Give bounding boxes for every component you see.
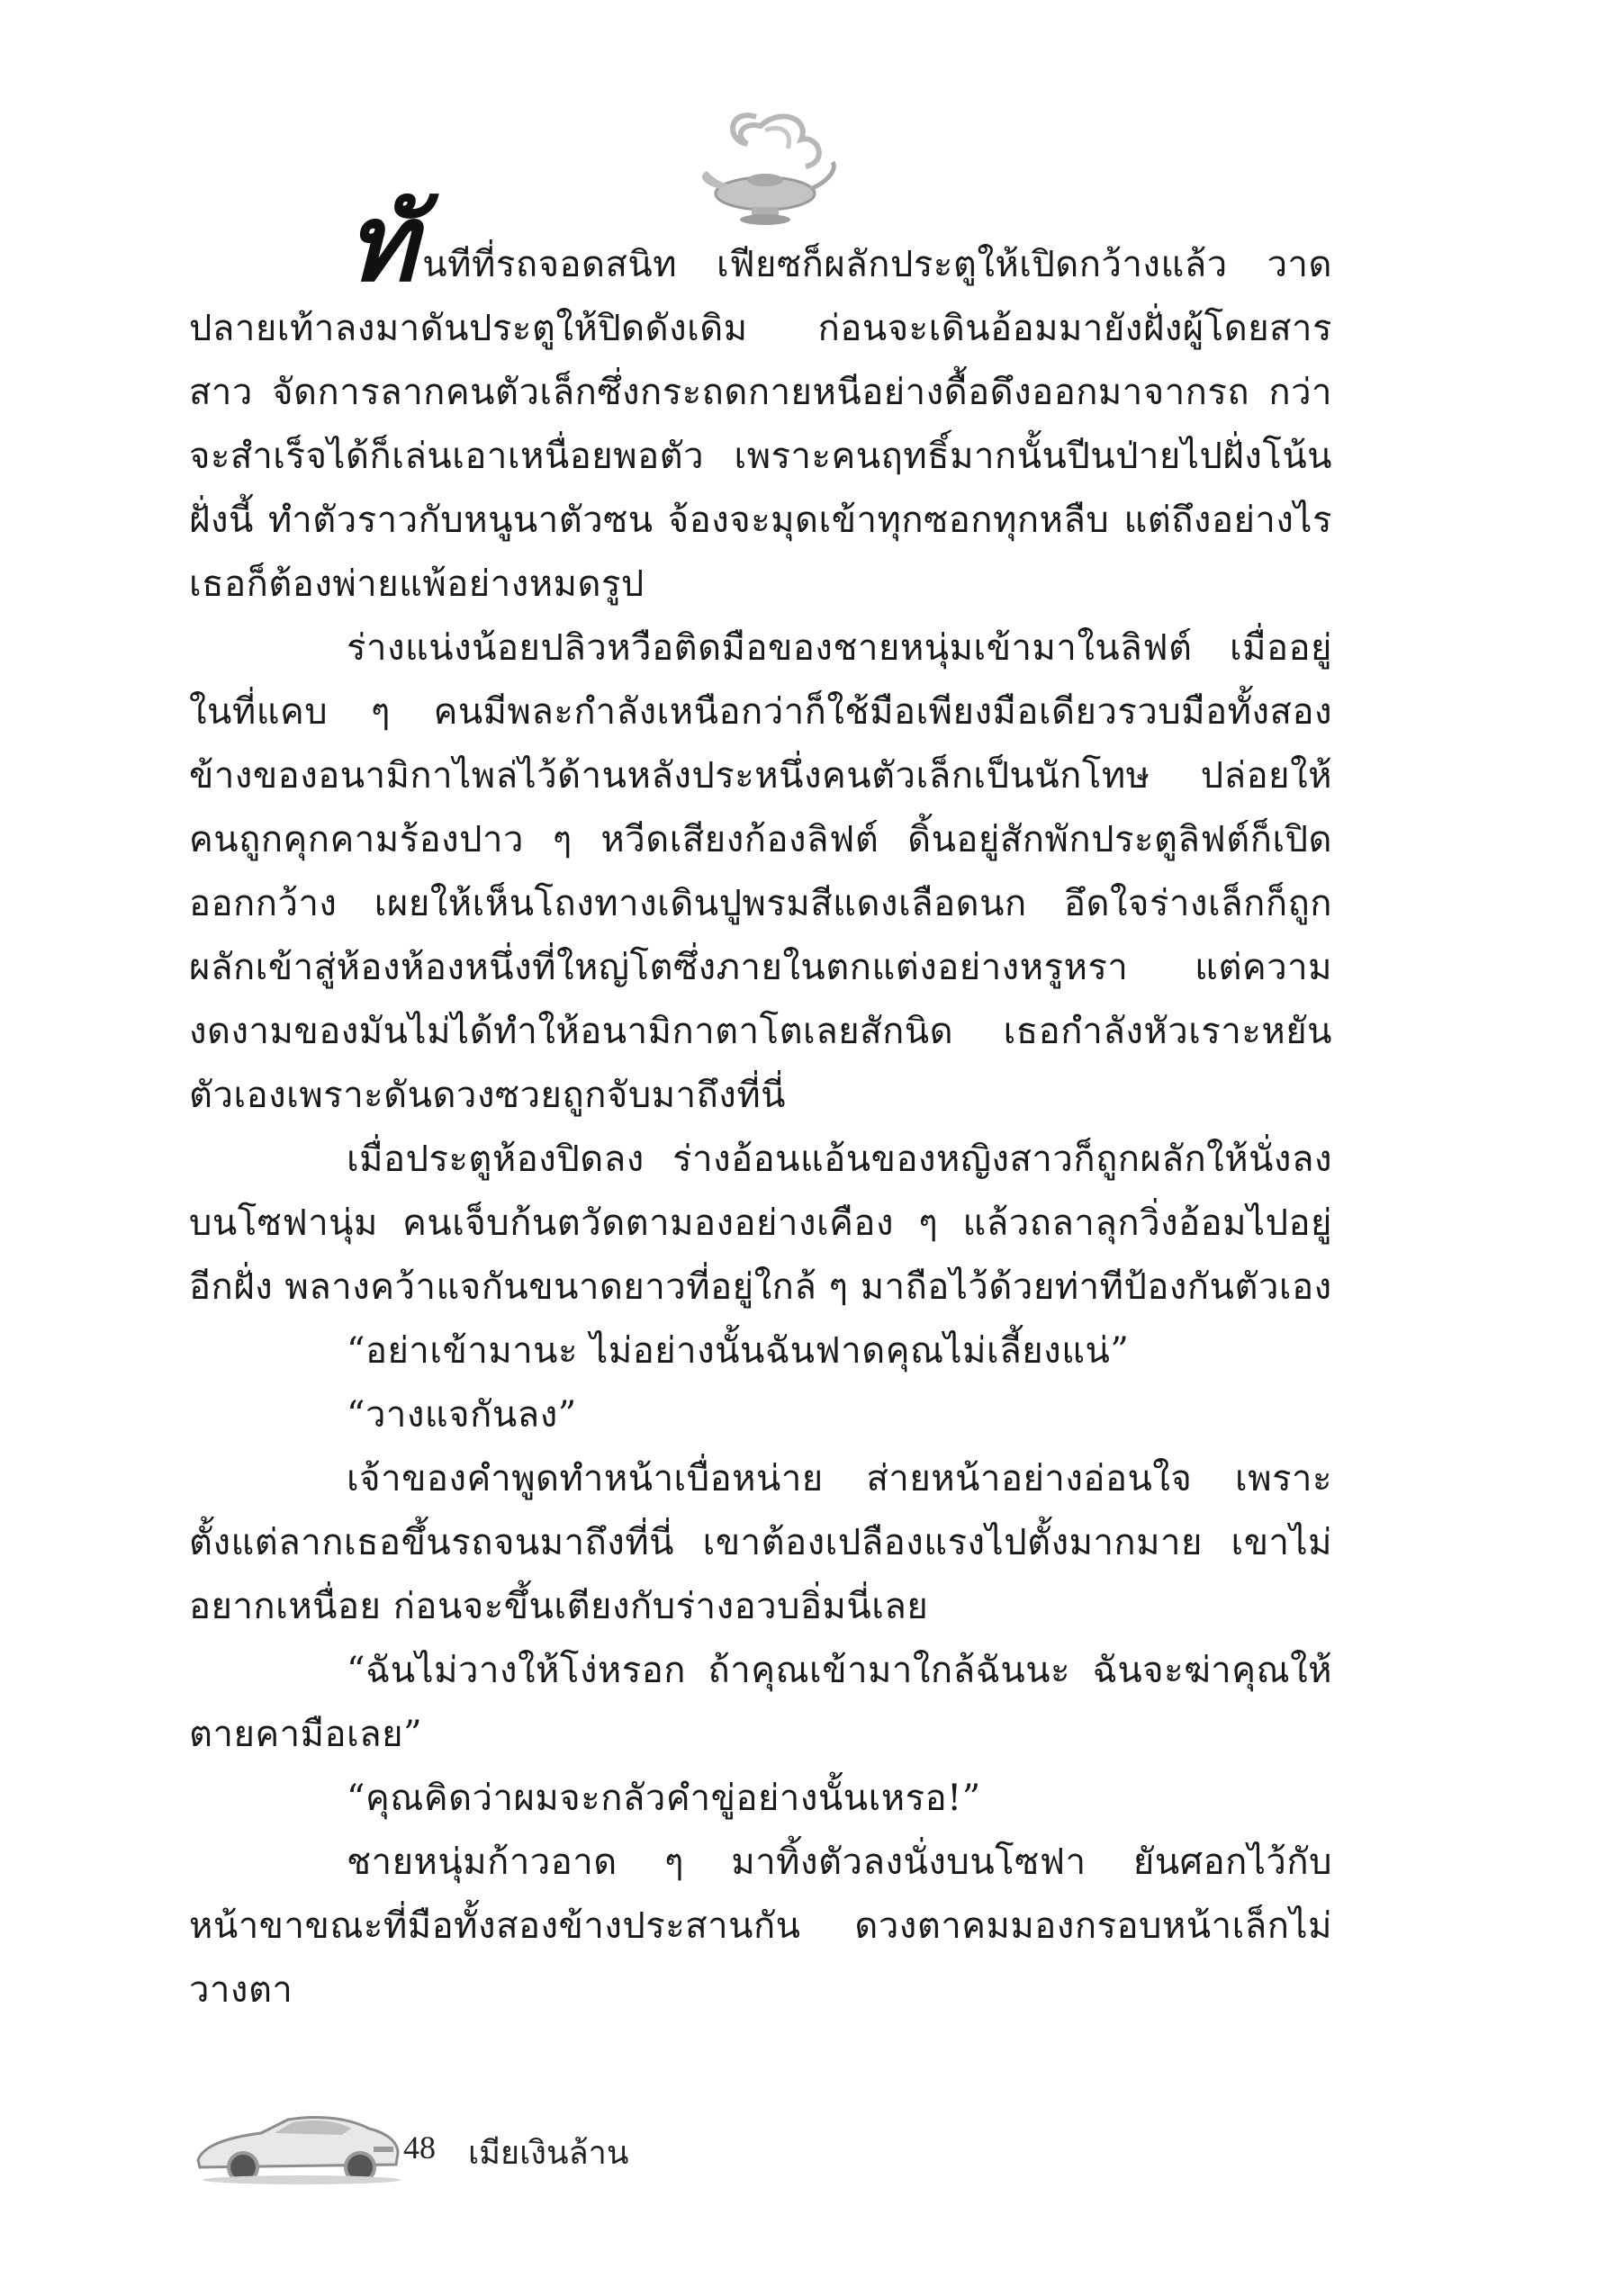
paragraph-3: เมื่อประตูห้องปิดลง ร่างอ้อนแอ้นของหญิงสาวก็ถูกผลักให้นั่งลงบนโซฟานุ่ม คนเจ็บก้นตวัดตามองอย่างเคือง ๆ แล้วถลาลุกวิ่งอ้อมไปอยู่อีกฝั่ง พลางคว้าแจกันขนาดยาวที่อยู่ใกล้ ๆ มาถือไว้ด้วยท่าทีป้องกันตัวเอง bbox=[189, 1139, 1332, 1308]
chapter-body bbox=[189, 180, 1332, 2022]
book-title: เมียเงินล้าน bbox=[468, 2135, 629, 2172]
dialogue-3: “ฉันไม่วางให้โง่หรอก ถ้าคุณเข้ามาใกล้ฉันนะ ฉันจะฆ่าคุณให้ตายคามือเลย” bbox=[189, 1650, 1332, 1755]
paragraph-2: ร่างแน่งน้อยปลิวหวือติดมือของชายหนุ่มเข้ามาในลิฟต์ เมื่ออยู่ในที่แคบ ๆ คนมีพละกำลังเหนือกว่าก็ใช้มือเพียงมือเดียวรวบมือทั้งสองข้างของอนามิกาไพล่ไว้ด้านหลังประหนึ่งคนตัวเล็กเป็นนักโทษ ปล่อยให้คนถูกคุกคามร้องปาว ๆ หวีดเสียงก้องลิฟต์ ดิ้นอยู่สักพักประตูลิฟต์ก็เปิดออกกว้าง เผยให้เห็นโถงทางเดินปูพรมสีแดงเลือดนก อึดใจร่างเล็กก็ถูกผลักเข้าสู่ห้องห้องหนึ่งที่ใหญ่โตซึ่งภายในตกแต่งอย่างหรูหรา แต่ความงดงามของมันไม่ได้ทำให้อนามิกาตาโตเลยสักนิด เธอกำลังหัวเราะหยันตัวเองเพราะดันดวงซวยถูกจับมาถึงที่นี่ bbox=[189, 627, 1332, 1116]
paragraph-4: เจ้าของคำพูดทำหน้าเบื่อหน่าย ส่ายหน้าอย่างอ่อนใจ เพราะตั้งแต่ลากเธอขึ้นรถจนมาถึงที่นี่ เขาต้องเปลืองแรงไปตั้งมากมาย เขาไม่อยากเหนื่อย ก่อนจะขึ้นเตียงกับร่างอวบอิ่มนี่เลย bbox=[189, 1458, 1332, 1627]
dialogue-2: “วางแจกันลง” bbox=[347, 1394, 577, 1436]
page-number: 48 bbox=[403, 2129, 436, 2165]
sports-car-icon bbox=[189, 2097, 405, 2187]
paragraph-1-text: นทีที่รถจอดสนิท เฟียซก็ผลักประตูให้เปิดกว้างแล้ว วาดปลายเท้าลงมาดันประตูให้ปิดดังเดิม ก่อนจะเดินอ้อมมายังฝั่งผู้โดยสารสาว จัดการลากคนตัวเล็กซึ่งกระถดกายหนีอย่างดื้อดึงออกมาจากรถ กว่าจะสำเร็จได้ก็เล่นเอาเหนื่อยพอตัว เพราะคนฤทธิ์มากนั้นปีนป่ายไปฝั่งโน้นฝั่งนี้ ทำตัวราวกับหนูนาตัวซน จ้องจะมุดเข้าทุกซอกทุกหลืบ แต่ถึงอย่างไรเธอก็ต้องพ่ายแพ้อย่างหมดรูป bbox=[189, 244, 1332, 605]
paragraph-5: ชายหนุ่มก้าวอาด ๆ มาทิ้งตัวลงนั่งบนโซฟา ยันศอกไว้กับหน้าขาขณะที่มือทั้งสองข้างประสานกัน ดวงตาคมมองกรอบหน้าเล็กไม่วางตา bbox=[189, 1841, 1332, 2011]
dialogue-4: “คุณคิดว่าผมจะกลัวคำขู่อย่างนั้นเหรอ!” bbox=[347, 1778, 981, 1819]
drop-cap: ทั bbox=[347, 180, 418, 305]
paragraph-1 bbox=[189, 180, 1332, 617]
dialogue-1: “อย่าเข้ามานะ ไม่อย่างนั้นฉันฟาดคุณไม่เลี้ยงแน่” bbox=[347, 1330, 1130, 1372]
page-footer bbox=[189, 2093, 729, 2192]
